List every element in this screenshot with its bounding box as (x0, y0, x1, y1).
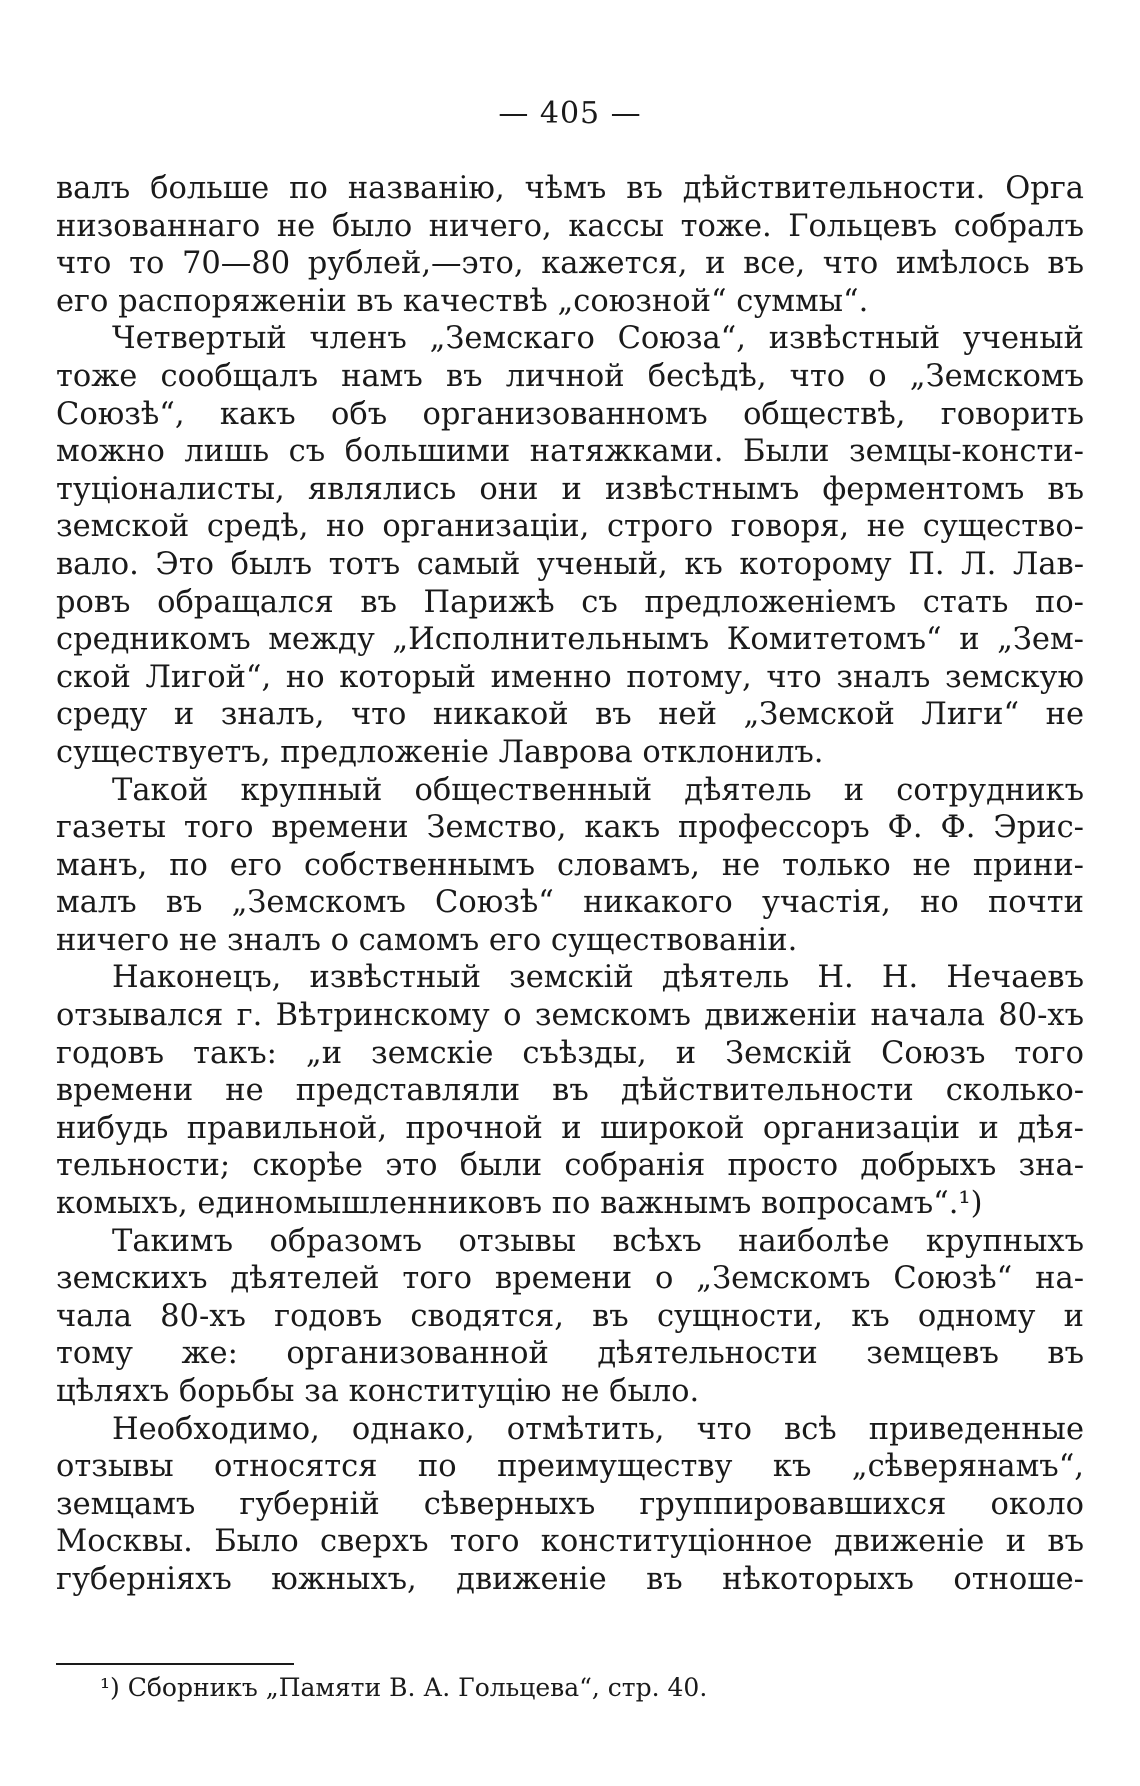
text-line: комыхъ, единомышленниковъ по важнымъ вопросамъ“.¹) (56, 1186, 983, 1222)
text-line: ровъ обращался въ Парижѣ съ предложеніемъ стать по- (56, 584, 1084, 620)
text-line: отзывался г. Вѣтринскому о земскомъ движеніи начала 80-хъ (56, 998, 1084, 1034)
text-line: Москвы. Было сверхъ того конституціонное движеніе и въ (56, 1524, 1084, 1560)
paragraph-first-line: Необходимо, однако, отмѣтить, что всѣ приведенные (112, 1411, 1084, 1447)
text-line: времени не представляли въ дѣйствительности сколько- (56, 1073, 1084, 1109)
text-line: губерніяхъ южныхъ, движеніе въ нѣкоторыхъ отноше- (56, 1561, 1084, 1597)
text-line: тельности; скорѣе это были собранія просто добрыхъ зна- (56, 1148, 1084, 1184)
text-line: низованнаго не было ничего, кассы тоже. Гольцевъ собралъ (56, 208, 1084, 244)
text-line: манъ, по его собственнымъ словамъ, не только не прини- (56, 847, 1084, 883)
text-line: его распоряженіи въ качествѣ „союзной“ суммы“. (56, 283, 869, 319)
page-number: — 405 — (498, 96, 642, 131)
text-line: чала 80-хъ годовъ сводятся, въ сущности, къ одному и (56, 1298, 1084, 1334)
text-line: земскихъ дѣятелей того времени о „Земскомъ Союзѣ“ на- (56, 1261, 1084, 1297)
body-text (56, 170, 1084, 1599)
text-line: ничего не зналъ о самомъ его существованіи. (56, 922, 798, 958)
paragraph-first-line: Такой крупный общественный дѣятель и сотрудникъ (112, 772, 1084, 808)
text-line: отзывы относятся по преимуществу къ „сѣверянамъ“, (56, 1449, 1084, 1485)
text-line: вало. Это былъ тотъ самый ученый, къ которому П. Л. Лав- (56, 546, 1084, 582)
paragraph-first-line: Наконецъ, извѣстный земскій дѣятель Н. Н. Нечаевъ (112, 960, 1084, 996)
text-line: Союзѣ“, какъ объ организованномъ обществѣ, говорить (56, 396, 1084, 432)
paragraph-first-line: Четвертый членъ „Земскаго Союза“, извѣстный ученый (112, 321, 1084, 357)
text-line: тому же: организованной дѣятельности земцевъ въ (56, 1336, 1084, 1372)
footnote: ¹) Сборникъ „Памяти В. А. Гольцева“, стр. 40. (100, 1673, 708, 1702)
text-line: земской средѣ, но организаціи, строго говоря, не существо- (56, 509, 1084, 545)
text-line: валъ больше по названію, чѣмъ въ дѣйствительности. Орга (56, 171, 1084, 206)
text-line: тоже сообщалъ намъ въ личной бесѣдѣ, что о „Земскомъ (56, 358, 1084, 394)
text-line: нибудь правильной, прочной и широкой организаціи и дѣя- (56, 1110, 1084, 1146)
text-line: что то 70—80 рублей,—это, кажется, и все, что имѣлось въ (56, 246, 1084, 282)
text-line: газеты того времени Земство, какъ профессоръ Ф. Ф. Эрис- (56, 810, 1084, 846)
text-line: цѣляхъ борьбы за конституцію не было. (56, 1374, 700, 1409)
text-line: ской Лигой“, но который именно потому, что зналъ земскую (56, 659, 1084, 695)
text-line: годовъ такъ: „и земскіе съѣзды, и Земскій Союзъ того (56, 1035, 1084, 1071)
footnote-divider (56, 1663, 294, 1665)
text-line: туціоналисты, являлись они и извѣстнымъ ферментомъ въ (56, 471, 1084, 507)
text-line: среду и зналъ, что никакой въ ней „Земской Лиги“ не (56, 697, 1084, 733)
text-line: средникомъ между „Исполнительнымъ Комитетомъ“ и „Зем- (56, 622, 1084, 658)
text-line: существуетъ, предложеніе Лаврова отклонилъ. (56, 734, 824, 770)
text-line: земцамъ губерній сѣверныхъ группировавшихся около (56, 1486, 1084, 1522)
text-line: можно лишь съ большими натяжками. Были земцы-консти- (56, 434, 1084, 470)
paragraph-first-line: Такимъ образомъ отзывы всѣхъ наиболѣе крупныхъ (112, 1223, 1084, 1259)
text-line: малъ въ „Земскомъ Союзѣ“ никакого участія, но почти (56, 885, 1084, 921)
